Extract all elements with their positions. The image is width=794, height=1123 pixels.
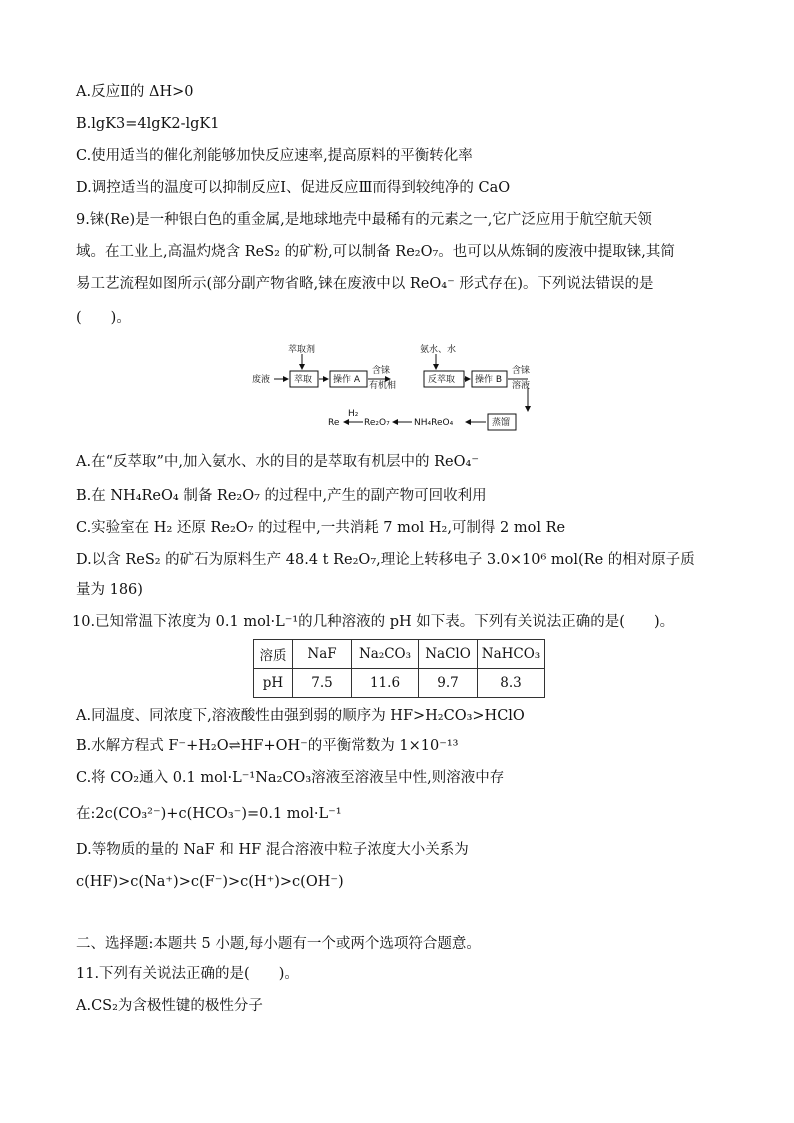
table-row: [254, 640, 545, 669]
table-header-cell: 溶质: [254, 640, 293, 669]
flow-reagent-ammonia-water: 氨水、水: [420, 345, 457, 355]
q10-option-c-line-2: 在:2c(CO₃²⁻)+c(HCO₃⁻)=0.1 mol·L⁻¹: [76, 806, 342, 822]
table-header-cell: NaClO: [419, 640, 478, 669]
q9-option-b: B.在 NH₄ReO₄ 制备 Re₂O₇ 的过程中,产生的副产物可回收利用: [76, 488, 487, 504]
section-2-heading: 二、选择题:本题共 5 小题,每小题有一个或两个选项符合题意。: [76, 936, 481, 952]
q9-option-c: C.实验室在 H₂ 还原 Re₂O₇ 的过程中,一共消耗 7 mol H₂,可制得 2 mol Re: [76, 520, 566, 536]
flow-product-rhenium: Re: [328, 418, 340, 428]
q9-stem-line-3: 易工艺流程如图所示(部分副产物省略,铼在废液中以 ReO₄⁻ 形式存在)。下列说法错误的是: [76, 276, 654, 292]
flow-feed-waste-liquid: 废液: [252, 375, 271, 385]
table-header-cell: NaF: [293, 640, 352, 669]
table-cell: pH: [254, 669, 293, 698]
flow-box-distillation: 蒸馏: [492, 418, 511, 428]
flow-box-extraction: 萃取: [294, 375, 313, 385]
flow-product-rhenium-heptoxide: Re₂O₇: [364, 418, 390, 428]
table-cell: 7.5: [293, 669, 352, 698]
flow-box-operation-a: 操作 A: [333, 375, 361, 385]
table-header-cell: Na₂CO₃: [352, 640, 419, 669]
q8-option-d: D.调控适当的温度可以抑制反应Ⅰ、促进反应Ⅲ而得到较纯净的 CaO: [76, 180, 511, 196]
table-cell: 9.7: [419, 669, 478, 698]
flow-reagent-hydrogen: H₂: [348, 409, 359, 419]
table-cell: 11.6: [352, 669, 419, 698]
q10-option-c-line-1: C.将 CO₂通入 0.1 mol·L⁻¹Na₂CO₃溶液至溶液呈中性,则溶液中存: [76, 770, 505, 786]
q10-option-d-line-2: c(HF)>c(Na⁺)>c(F⁻)>c(H⁺)>c(OH⁻): [76, 874, 344, 890]
table-header-cell: NaHCO₃: [478, 640, 545, 669]
q10-option-a: A.同温度、同浓度下,溶液酸性由强到弱的顺序为 HF>H₂CO₃>HClO: [76, 708, 525, 724]
q9-stem-line-4: ( )。: [76, 310, 131, 326]
flow-intermediate-1-line-1: 含铼: [372, 366, 391, 376]
q9-option-d-line-2: 量为 186): [76, 582, 143, 598]
q9-stem-line-2: 域。在工业上,高温灼烧含 ReS₂ 的矿粉,可以制备 Re₂O₇。也可以从炼铜的废液中提取铼,其简: [76, 244, 675, 260]
q11-option-a: A.CS₂为含极性键的极性分子: [76, 998, 263, 1014]
q10-stem: 10.已知常温下浓度为 0.1 mol·L⁻¹的几种溶液的 pH 如下表。下列有关说法正确的是( )。: [72, 614, 675, 630]
q8-option-c: C.使用适当的催化剂能够加快反应速率,提高原料的平衡转化率: [76, 148, 473, 164]
flow-intermediate-2-line-1: 含铼: [512, 366, 531, 376]
process-flow-diagram: [250, 342, 550, 434]
q10-option-d-line-1: D.等物质的量的 NaF 和 HF 混合溶液中粒子浓度大小关系为: [76, 842, 469, 858]
flow-box-back-extraction: 反萃取: [428, 375, 456, 385]
flow-box-operation-b: 操作 B: [475, 375, 503, 385]
table-cell: 8.3: [478, 669, 545, 698]
flow-intermediate-2-line-2: 溶液: [512, 381, 531, 391]
flow-product-ammonium-perrhenate: NH₄ReO₄: [414, 418, 454, 428]
q9-option-d-line-1: D.以含 ReS₂ 的矿石为原料生产 48.4 t Re₂O₇,理论上转移电子 3.0×10⁶ mol(Re 的相对原子质: [76, 552, 695, 568]
flow-reagent-extractant: 萃取剂: [288, 345, 316, 355]
table-row: [254, 669, 545, 698]
q9-option-a: A.在“反萃取”中,加入氨水、水的目的是萃取有机层中的 ReO₄⁻: [76, 454, 479, 470]
q8-option-a: A.反应Ⅱ的 ΔH>0: [76, 84, 194, 100]
q9-stem-line-1: 9.铼(Re)是一种银白色的重金属,是地球地壳中最稀有的元素之一,它广泛应用于航空航天领: [76, 212, 652, 228]
ph-table: [253, 639, 545, 698]
flow-intermediate-1-line-2: 有机相: [369, 381, 397, 391]
q11-stem: 11.下列有关说法正确的是( )。: [76, 966, 299, 982]
q10-option-b: B.水解方程式 F⁻+H₂O⇌HF+OH⁻的平衡常数为 1×10⁻¹³: [76, 738, 459, 754]
q8-option-b: B.lgK3=4lgK2-lgK1: [76, 116, 220, 132]
